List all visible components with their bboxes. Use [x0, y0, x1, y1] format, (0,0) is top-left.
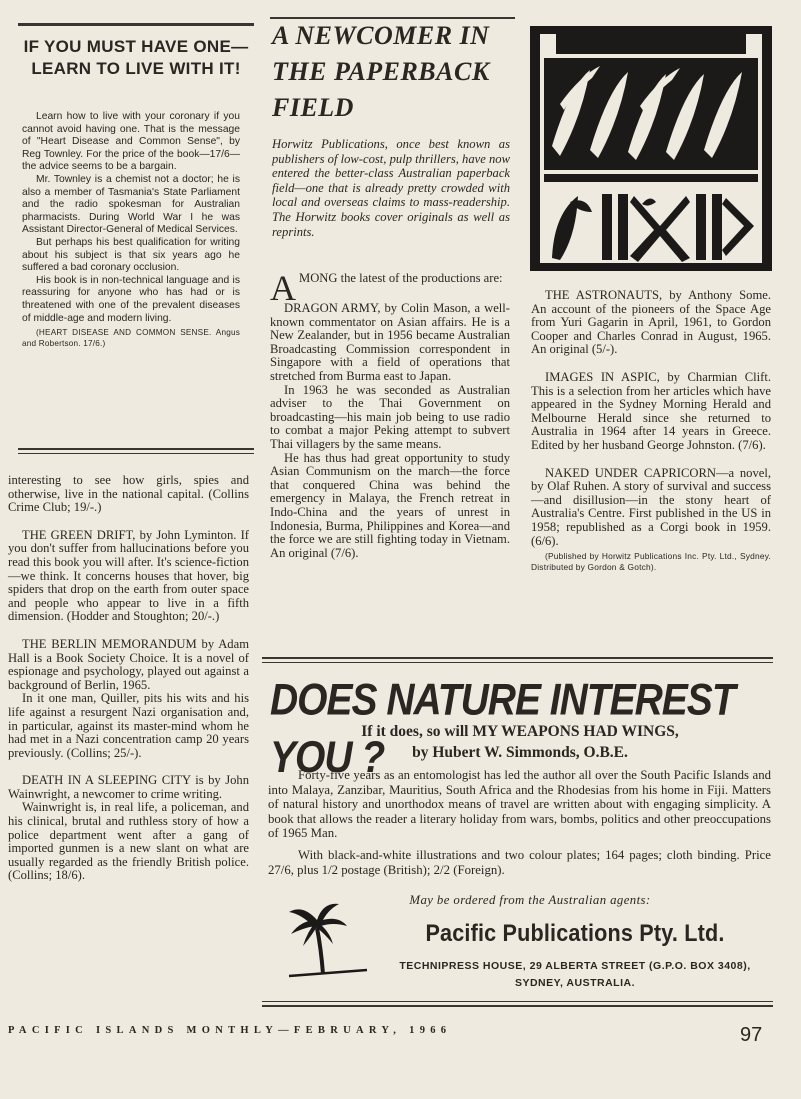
ad-headline: DOES NATURE INTEREST YOU ?: [270, 675, 735, 783]
address-line: SYDNEY, AUSTRALIA.: [514, 977, 636, 989]
review-green-drift: THE GREEN DRIFT, by John Lyminton. If you don't suffer from hallucinations before you read this book you will after. It's science-fiction—we think. It concerns houses that hover, big spiders that drop on the earth from outer space and people who appear to live in a fifth dimension. (Hodder and Stoughton; 20/-.): [8, 527, 249, 624]
review-naked-under-capricorn: NAKED UNDER CAPRICORN—a novel, by Olaf Ruhen. A story of survival and success—and disillusion—in the stony heart of Australia's Centre. First published in the US in 1958; republished as a Corgi book in 1959. (6/6).: [531, 465, 771, 548]
ad-bottom-rule-2: [262, 1005, 773, 1007]
ad-top-rule-2: [262, 662, 773, 663]
review-berlin-memorandum: THE BERLIN MEMORANDUM by Adam Hall is a Book Society Choice. It is a novel of espionage and psychology, played out against a background of Berlin, 1965.: [8, 636, 249, 692]
drop-cap: A: [270, 268, 296, 308]
publisher-address: [365, 958, 785, 992]
box-paragraph: Mr. Townley is a chemist not a doctor; he is also a member of Tasmania's State Parliament and the radio spokesman for Australian pharmacists. During World War I he was Assistant Director-General of Medical Services.: [22, 173, 240, 236]
left-paragraph: In it one man, Quiller, pits his wits and his life against a resurgent Nazi organisation and, in particular, against its master-mind whom he had met in a Nazi concentration camp 20 years previously. (Collins; 25/-).: [8, 691, 249, 760]
review-images-in-aspic: IMAGES IN ASPIC, by Charmian Clift. This is a selection from her articles which have appeared in the Sydney Morning Herald and Melbourne Herald since she returned to Australia in 1964 after 14 years in Greece. Edited by her husband George Johnston. (7/6).: [531, 369, 771, 452]
ad-bottom-rule: [262, 1001, 773, 1002]
page-number: 97: [740, 1024, 763, 1046]
ad-order-line: May be ordered from the Australian agents:: [409, 893, 651, 907]
review-dragon-army: DRAGON ARMY, by Colin Mason, a well-known commentator on Asian affairs. He is a New Zealander, but in 1956 became Australian Broadcasting Commission correspondent in Singapore with a field of operations that stretched from Burma east to Japan.: [270, 301, 510, 383]
tapa-pattern-icon: [530, 26, 772, 271]
middle-paragraph: In 1963 he was seconded as Australian adviser to the Thai Government on broadcasting—his main job being to use radio to combat a major Peking attempt to subvert Thai villagers by the same means.: [270, 382, 510, 451]
publisher-name: Pacific Publications Pty. Ltd.: [425, 920, 725, 947]
ad-paragraph: With black-and-white illustrations and two colour plates; 164 pages; cloth binding. Price 27/6, plus 1/2 postage (British); 2/2 (Foreign).: [268, 847, 771, 877]
box-paragraph: But perhaps his best qualification for writing about his subject is that six years ago he suffered a bad coronary occlusion.: [22, 236, 240, 274]
ad-subheadline: If it does, so will MY WEAPONS HAD WINGS,: [361, 723, 679, 740]
review-astronauts: THE ASTRONAUTS, by Anthony Some. An account of the pioneers of the Space Age from Yuri Gagarin in April, 1961, to Gordon Cooper and Charles Conrad in August, 1965. An original (5/-).: [531, 288, 771, 357]
ad-top-rule: [262, 657, 773, 659]
palm-tree-icon: [283, 898, 371, 980]
running-footer: PACIFIC ISLANDS MONTHLY—FEBRUARY, 1966: [8, 1025, 452, 1036]
box-bottom-rule-2: [18, 453, 254, 454]
address-line: TECHNIPRESS HOUSE, 29 ALBERTA STREET (G.P.O. BOX 3408),: [399, 960, 751, 972]
box-title: IF YOU MUST HAVE ONE—LEARN TO LIVE WITH IT!: [23, 37, 249, 78]
article-intro: Horwitz Publications, once best known as publishers of low-cost, pulp thrillers, have now entered the better-class Australian paperback field—one that is already pretty crowded with local and overseas claims to mass-readership. The Horwitz books cover originals as well as reprints.: [272, 137, 510, 239]
box-top-rule: [18, 23, 254, 26]
middle-paragraph: MONG the latest of the productions are:: [299, 271, 503, 285]
ad-body: [268, 768, 771, 877]
ad-author: by Hubert W. Simmonds, O.B.E.: [412, 744, 628, 761]
review-death-sleeping-city: DEATH IN A SLEEPING CITY is by John Wainwright, a newcomer to crime writing.: [8, 773, 249, 801]
left-paragraph: interesting to see how girls, spies and otherwise, live in the national capital. (Collins Crime Club; 19/-.): [8, 473, 249, 515]
left-paragraph: Wainwright is, in real life, a policeman, and his clinical, brutal and ruthless story of how a police department went after a gang of imported gunmen is a new slant on what are usually regarded as the friendly British police. (Collins; 18/6).: [8, 800, 249, 883]
right-column: [531, 289, 771, 572]
publisher-citation: (Published by Horwitz Publications Inc. Pty. Ltd., Sydney. Distributed by Gordon & Gotch).: [531, 551, 771, 572]
box-citation: (HEART DISEASE AND COMMON SENSE. Angus and Robertson. 17/6.): [22, 328, 240, 348]
box-body: [22, 111, 240, 349]
box-paragraph: Learn how to live with your coronary if you cannot avoid having one. That is the message of "Heart Disease and Common Sense", by Reg Townley. For the price of the book—17/6—the advice seems to be a bargain.: [22, 111, 240, 173]
ad-paragraph: Forty-five years as an entomologist has led the author all over the South Pacific Islands and into Malaya, Zanzibar, Mauritius, South Africa and the Rhodesias from his home in Fiji. Matters of natural history and unorthodox means of travel are written about with engaging simplicity. A book that allows the reader a literary holiday from wars, bombs, politics and other preoccupations of 1965 Man.: [268, 768, 771, 841]
left-column: [8, 474, 249, 883]
middle-paragraph: He has thus had great opportunity to study Asian Communism on the march—the force that conquered China was behind the emergency in Malaya, the French retreat in Indo-China and the years of unrest in Indonesia, Burma, Philippines and Korea—and the force we are still fighting today in Vietnam. An original (7/6).: [270, 450, 510, 560]
middle-column: [270, 268, 510, 560]
box-bottom-rule: [18, 448, 254, 450]
box-paragraph: His book is in non-technical language and is reassuring for anyone who has had or is threatened with one of the prevalent diseases of middle-age and modern living.: [22, 274, 240, 324]
article-title: A NEWCOMER IN THE PAPERBACK FIELD: [272, 21, 490, 122]
